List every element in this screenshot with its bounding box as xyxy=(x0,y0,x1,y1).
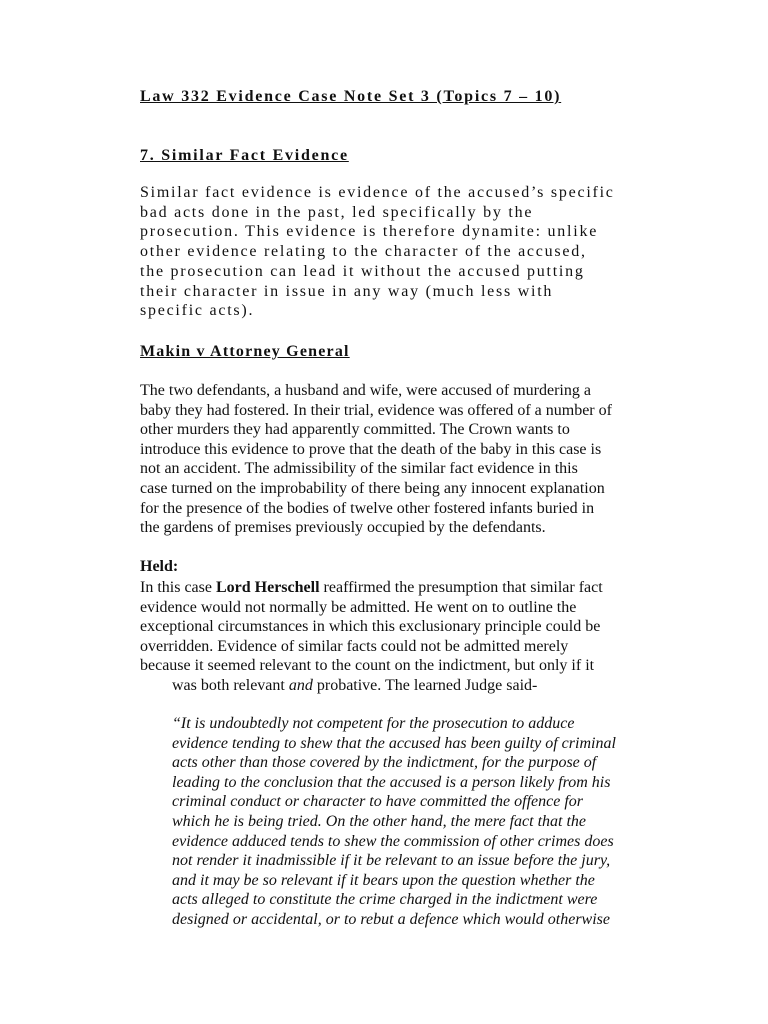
section-heading: 7. Similar Fact Evidence xyxy=(140,147,349,164)
held-label: Held: xyxy=(140,558,179,575)
intro-line: specific acts). xyxy=(140,302,255,320)
facts-line: case turned on the improbability of there being any innocent explanation xyxy=(140,479,605,497)
quote-line: leading to the conclusion that the accused is a person likely from his xyxy=(172,773,611,791)
intro-line: Similar fact evidence is evidence of the accused’s specific xyxy=(140,184,615,201)
quote-line: criminal conduct or character to have committed the offence for xyxy=(172,793,584,811)
held-line: overridden. Evidence of similar facts could not be admitted merely xyxy=(140,637,569,655)
held-line: exceptional circumstances in which this exclusionary principle could be xyxy=(140,618,601,636)
quote-line: and it may be so relevant if it bears upon the question whether the xyxy=(172,871,595,889)
held-line xyxy=(140,578,700,598)
facts-paragraph xyxy=(140,381,700,538)
facts-line: introduce this evidence to prove that the death of the baby in this case is xyxy=(140,440,602,458)
held-line xyxy=(140,676,700,696)
judge-name: Lord Herschell xyxy=(215,579,320,596)
held-paragraph xyxy=(140,578,700,696)
facts-line: for the presence of the bodies of twelve other fostered infants buried in xyxy=(140,499,595,517)
held-last-prefix: was both relevant xyxy=(172,676,289,694)
intro-line: bad acts done in the past, led specifically by the xyxy=(140,203,534,221)
emphasis-and: and xyxy=(288,676,313,694)
held-last-suffix: probative. The learned Judge said- xyxy=(312,676,538,694)
quote-line: designed or accidental, or to rebut a defence which would otherwise xyxy=(172,910,610,928)
quote-line: evidence adduced tends to shew the commission of other crimes does xyxy=(172,832,614,850)
quote-line: “It is undoubtedly not competent for the prosecution to adduce xyxy=(172,715,575,732)
quote-line: not render it inadmissible if it be relevant to an issue before the jury, xyxy=(172,852,611,870)
case-title: Makin v Attorney General xyxy=(140,343,350,360)
facts-line: the gardens of premises previously occupied by the defendants. xyxy=(140,519,546,537)
held-line: because it seemed relevant to the count on the indictment, but only if it xyxy=(140,657,595,675)
document-title: Law 332 Evidence Case Note Set 3 (Topics 7 – 10) xyxy=(140,88,562,105)
held-line: evidence would not normally be admitted. He went on to outline the xyxy=(140,598,577,616)
intro-paragraph xyxy=(140,183,700,321)
facts-line: baby they had fostered. In their trial, evidence was offered of a number of xyxy=(140,401,612,419)
quote-line: acts alleged to constitute the crime charged in the indictment were xyxy=(172,891,598,909)
facts-line: The two defendants, a husband and wife, were accused of murdering a xyxy=(140,382,591,399)
intro-line: the prosecution can lead it without the accused putting xyxy=(140,262,585,280)
held-line-prefix: In this case xyxy=(140,579,216,596)
judge-quote xyxy=(172,714,712,930)
quote-line: acts other than those covered by the indictment, for the purpose of xyxy=(172,754,597,772)
quote-line: which he is being tried. On the other hand, the mere fact that the xyxy=(172,812,586,830)
intro-line: their character in issue in any way (much less with xyxy=(140,282,554,300)
facts-line: not an accident. The admissibility of the similar fact evidence in this xyxy=(140,460,578,478)
intro-line: prosecution. This evidence is therefore dynamite: unlike xyxy=(140,223,599,241)
facts-line: other murders they had apparently committed. The Crown wants to xyxy=(140,421,570,439)
quote-line: evidence tending to shew that the accused has been guilty of criminal xyxy=(172,734,616,752)
held-line-suffix: reaffirmed the presumption that similar fact xyxy=(319,579,603,596)
intro-line: other evidence relating to the character of the accused, xyxy=(140,243,587,261)
